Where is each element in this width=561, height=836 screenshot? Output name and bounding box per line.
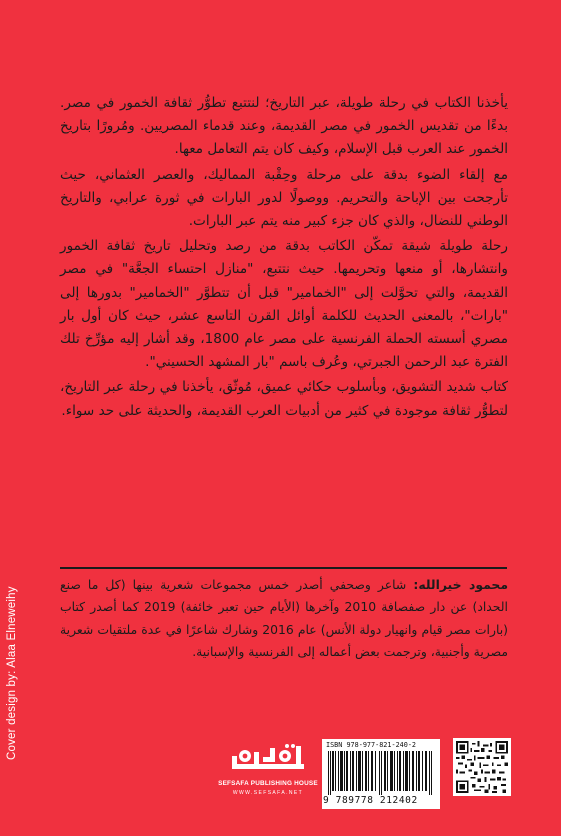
author-name: محمود خيرالله: <box>413 577 508 592</box>
book-blurb <box>60 92 508 425</box>
blurb-paragraph-1: يأخذنا الكتاب في رحلة طويلة، عبر التاريخ؛ لنتتبع تطوُّر ثقافة الخمور في مصر. بدءًا من تقديس الخمور في مصر القديمة، وعند قدماء المصريين. ومُرورًا بتاريخ الخمور عند العرب قبل الإسلام، وكيف كان يتم التعامل معها. <box>60 95 508 158</box>
sefsafa-logo-icon <box>230 742 306 778</box>
blurb-paragraph-2: مع إلقاء الضوء بدقة على مرحلة وحِقْبة المماليك، والعصر العثماني، حيث تأرجحت بين الإباحة والتحريم. ووصولًا لدور البارات في ثورة عرابي، والتاريخ الوطني للنضال، والذي كان جزء كبير منه يتم عبر البارات. <box>60 166 508 230</box>
author-bio <box>60 574 508 664</box>
publisher-website: WWW.SEFSAFA.NET <box>232 790 304 796</box>
author-bio-text: شاعر وصحفي أصدر خمس مجموعات شعرية بينها (كل ما صنع الحداد) عن دار صفصافة 2010 وآخرها (الأيام حين تعبر خائفة) 2019 كما أصدر كتاب (بارات مصر قيام وانهيار دولة الأنس) عام 2016 وشارك شاعرًا في عدة ملتقيات شعرية مصرية وأجنبية، وترجمت بعض أعماله إلى الفرنسية والإسبانية. <box>60 577 509 660</box>
cover-design-credit: Cover design by: Alaa Elneweihy <box>6 586 18 760</box>
barcode-bars <box>328 751 434 795</box>
isbn-label: ISBN 978-977-821-240-2 <box>326 741 417 749</box>
publisher-logo <box>218 742 318 808</box>
publisher-name: SEFSAFA PUBLISHING HOUSE <box>218 780 318 787</box>
isbn-barcode <box>322 739 440 809</box>
section-divider <box>60 567 507 569</box>
qr-code-icon <box>453 738 511 796</box>
blurb-paragraph-3: رحلة طويلة شيقة تمكّن الكاتب بدقة من رصد وتحليل تاريخ ثقافة الخمور وانتشارها، أو منعها وتحريمها. حيث نتتبع، "منازل احتساء الجعَّة" في مصر القديمة، والتي تحوَّلت إلى "الخمامير" قبل أن تتطوَّر "الخمامير" بدورها إلى "بارات"، بالمعنى الحديث للكلمة أوائل القرن التاسع عشر، حيث كان أول بار مصري أسسته الحملة الفرنسية على مصر عام 1800، وقد أشار إليه مؤرِّخ تلك الفترة عبد الرحمن الجبرتي، وعُرف باسم "بار المشهد الحسيني". <box>60 238 508 371</box>
blurb-paragraph-4: كتاب شديد التشويق، وبأسلوب حكائي عميق، مُوثّق، يأخذنا في رحلة عبر التاريخ، لتطوُّر ثقافة موجودة في كثير من أدبيات العرب القديمة، والحديثة على حد سواء. <box>60 379 508 419</box>
ean-digits: 9 789778 212402 <box>323 795 418 806</box>
